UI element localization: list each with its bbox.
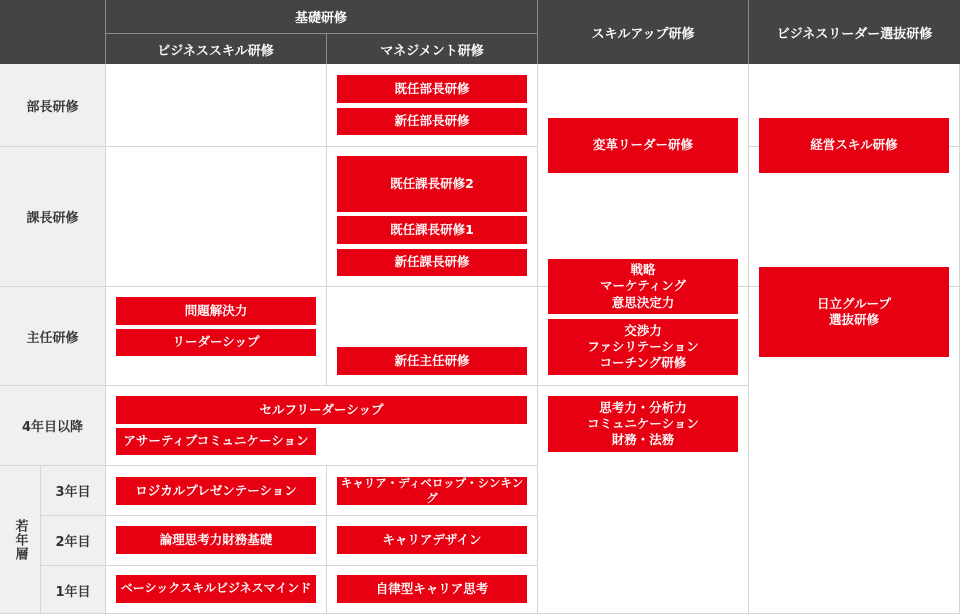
row-text-year4: 4年目以降 — [21, 420, 84, 435]
program-shiko[interactable]: 思考力・分析力 コミュニケーション 財務・法務 — [548, 396, 738, 452]
row-text-year1: 1年目 — [55, 584, 91, 600]
row-text-year2: 2年目 — [55, 535, 91, 550]
grid-line — [326, 466, 327, 614]
header-divider — [748, 0, 749, 64]
row-text-year3: 3年目 — [55, 485, 91, 500]
program-henkaku-leader[interactable]: 変革リーダー研修 — [548, 118, 738, 173]
grid-line — [0, 465, 538, 466]
row-text-young-label: 若年層 — [12, 519, 28, 561]
program-shinnin-bucho[interactable]: 新任部長研修 — [337, 108, 527, 135]
program-leadership[interactable]: リーダーシップ — [116, 329, 316, 356]
program-shinnin-shunin[interactable]: 新任主任研修 — [337, 347, 527, 375]
row-text-bucho: 部長研修 — [26, 99, 79, 115]
header-skill-up: スキルアップ研修 — [591, 26, 695, 42]
header-divider — [105, 0, 106, 64]
program-self-leadership[interactable]: セルフリーダーシップ — [116, 396, 527, 424]
grid-line — [537, 64, 538, 614]
grid-line — [748, 64, 749, 614]
program-kinin-kacho1[interactable]: 既任課長研修1 — [337, 216, 527, 244]
header-basic-training: 基礎研修 — [294, 11, 347, 26]
program-kinin-kacho2[interactable]: 既任課長研修2 — [337, 156, 527, 212]
grid-line — [41, 515, 538, 516]
header-management: マネジメント研修 — [380, 43, 484, 59]
program-hitachi-group[interactable]: 日立グループ 選抜研修 — [759, 267, 949, 357]
program-career-design[interactable]: キャリアデザイン — [337, 526, 527, 554]
header-business-skill: ビジネススキル研修 — [157, 43, 274, 59]
program-assertive[interactable]: アサーティブコミュニケーション — [116, 428, 316, 455]
program-keiei-skill[interactable]: 経営スキル研修 — [759, 118, 949, 173]
grid-line — [105, 64, 106, 614]
row-text-kacho: 課長研修 — [26, 211, 79, 226]
grid-line — [40, 466, 41, 614]
row-text-young — [0, 466, 40, 614]
row-text-shunin: 主任研修 — [26, 330, 79, 346]
header-business-leader: ビジネスリーダー選抜研修 — [776, 26, 933, 42]
program-jiritsu[interactable]: 自律型キャリア思考 — [337, 575, 527, 603]
grid-line — [41, 565, 538, 566]
grid-line — [0, 146, 538, 147]
grid-line — [0, 385, 749, 386]
program-senryaku[interactable]: 戦略 マーケティング 意思決定力 — [548, 259, 738, 314]
header-divider — [326, 34, 327, 64]
grid-line — [326, 64, 327, 385]
program-basic-mind[interactable]: ベーシックスキルビジネスマインド — [116, 575, 316, 603]
program-kosho[interactable]: 交渉力 ファシリテーション コーチング研修 — [548, 319, 738, 375]
program-shinnin-kacho[interactable]: 新任課長研修 — [337, 249, 527, 276]
program-mondai-kaiketsu[interactable]: 問題解決力 — [116, 297, 316, 325]
header-divider — [537, 0, 538, 64]
program-career-develop[interactable]: キャリア・ディベロップ・シンキング — [337, 477, 527, 505]
program-kinin-bucho[interactable]: 既任部長研修 — [337, 75, 527, 103]
program-logical-presentation[interactable]: ロジカルプレゼンテーション — [116, 477, 316, 505]
program-ronri-shiko[interactable]: 論理思考力財務基礎 — [116, 526, 316, 554]
